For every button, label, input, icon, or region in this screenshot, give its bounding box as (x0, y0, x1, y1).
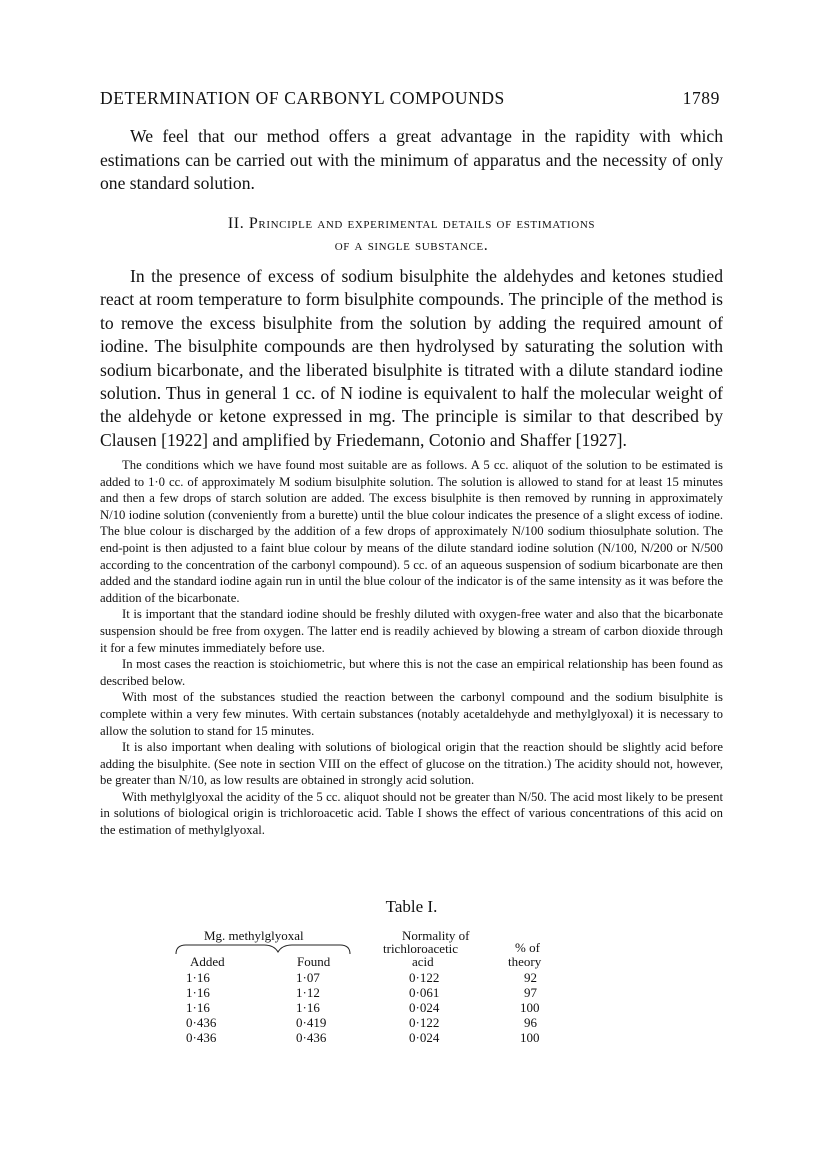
cell-found: 0·419 (296, 1015, 327, 1030)
cell-normality: 0·024 (409, 1030, 440, 1045)
col-header-theory-1: % of (515, 940, 540, 955)
running-head (100, 88, 720, 112)
col-header-normality-1: Normality of (402, 928, 470, 943)
details-paragraph: It is important that the standard iodine should be freshly diluted with oxygen-free water and also that the bicarbonate suspension should be free from oxygen. The latter end is readily achieved by blowing a stream of carbon dioxide through it for a few minutes immediately before use. (100, 607, 723, 655)
brace-icon (174, 943, 514, 955)
details-paragraph: With methylglyoxal the acidity of the 5 cc. aliquot should not be greater than N/50. The acid most likely to be present in solutions of biological origin is trichloroacetic acid. Table I shows the effect of various concentrations of this acid on the estimation of methylglyoxal. (100, 789, 723, 838)
cell-theory: 97 (524, 985, 537, 1000)
cell-found: 1·16 (296, 1000, 320, 1015)
section-heading (100, 213, 723, 257)
col-header-theory-2: theory (508, 954, 542, 969)
cell-added: 0·436 (186, 1030, 217, 1045)
details-paragraph: The conditions which we have found most suitable are as follows. A 5 cc. aliquot of the solution to be estimated is added to 1·0 cc. of approximately M sodium bisulphite solution. The solution is allowed to stand for at least 15 minutes and then a few drops of starch solution are added. The excess bisulphite is then removed by running in approximately N/10 iodine solution (conveniently from a burette) until the blue colour indicates the presence of a slight excess of iodine. The blue colour is discharged by the addition of a few drops of approximately N/100 sodium thiosulphate solution. The end-point is then adjusted to a faint blue colour by means of the dilute standard iodine solution (N/100, N/200 or N/500 according to the concentration of the carbonyl compound). 5 cc. of an aqueous suspension of sodium bicarbonate are then added and the standard iodine again run in until the blue colour of the indicator is of the same intensity as it was before the addition of the bicarbonate. (100, 458, 723, 605)
intro-paragraph: In the presence of excess of sodium bisulphite the aldehydes and ketones studied react at room temperature to form bisulphite compounds. The principle of the method is to remove the excess bisulphite from the solution by adding the required amount of iodine. The bisulphite compounds are then hydrolysed by saturating the solution with sodium bicarbonate, and the liberated bisulphite is titrated with a dilute standard iodine solution. Thus in general 1 cc. of N iodine is equivalent to half the molecular weight of the aldehyde or ketone expressed in mg. The principle is similar to that described by Clausen [1922] and amplified by Friedemann, Cotonio and Shaffer [1927]. (100, 266, 723, 450)
details-block (100, 457, 723, 839)
col-header-normality-2: trichloroacetic (383, 941, 459, 956)
page-number: 1789 (682, 88, 720, 108)
details-paragraph: In most cases the reaction is stoichiometric, but where this is not the case an empirical relationship has been found as described below. (100, 657, 723, 688)
data-table (170, 928, 560, 1048)
cell-normality: 0·024 (409, 1000, 440, 1015)
cell-added: 1·16 (186, 985, 210, 1000)
cell-found: 1·12 (296, 985, 320, 1000)
col-header-added: Added (190, 954, 225, 969)
cell-found: 0·436 (296, 1030, 327, 1045)
cell-added: 1·16 (186, 1000, 210, 1015)
cell-added: 1·16 (186, 970, 210, 985)
section-heading-line2: of a single substance. (334, 237, 489, 254)
col-header-normality-3: acid (412, 954, 434, 969)
cell-theory: 96 (524, 1015, 537, 1030)
col-header-found: Found (297, 954, 331, 969)
cell-theory: 100 (520, 1000, 540, 1015)
section-heading-line1: II. Principle and experimental details of estimations (227, 215, 596, 232)
table-title: Table I. (385, 897, 438, 916)
running-title: DETERMINATION OF CARBONYL COMPOUNDS (100, 88, 505, 108)
group-header: Mg. methylglyoxal (204, 928, 304, 943)
cell-theory: 92 (524, 970, 537, 985)
cell-found: 1·07 (296, 970, 320, 985)
details-paragraph: With most of the substances studied the reaction between the carbonyl compound and the sodium bisulphite is complete within a very few minutes. With certain substances (notably acetaldehyde and methylglyoxal) it is necessary to allow the solution to stand for 15 minutes. (100, 690, 723, 738)
cell-normality: 0·122 (409, 1015, 440, 1030)
lead-paragraph: We feel that our method offers a great advantage in the rapidity with which estimations can be carried out with the minimum of apparatus and the necessity of only one standard solution. (100, 126, 723, 193)
details-paragraph: It is also important when dealing with solutions of biological origin that the reaction should be slightly acid before adding the bisulphite. (See note in section VIII on the effect of glucose on the titration.) The acidity should not, however, be greater than N/10, as low results are obtained in strongly acid solution. (100, 740, 723, 788)
cell-theory: 100 (520, 1030, 540, 1045)
cell-added: 0·436 (186, 1015, 217, 1030)
cell-normality: 0·122 (409, 970, 440, 985)
cell-normality: 0·061 (409, 985, 440, 1000)
